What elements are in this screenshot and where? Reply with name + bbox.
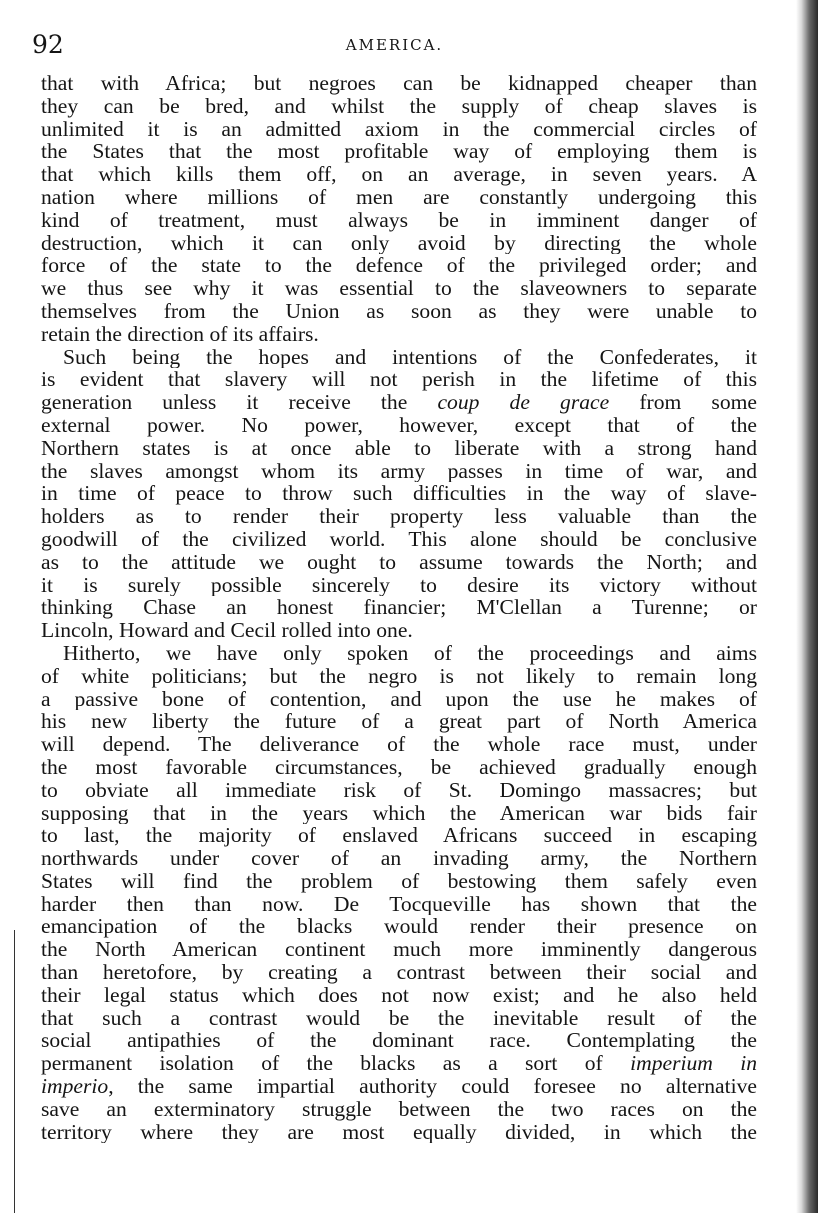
- text-line: permanent isolation of the blacks as a sort of imperium in: [41, 1052, 757, 1076]
- text-line: force of the state to the defence of the privileged order; and: [41, 254, 757, 278]
- text-line: destruction, which it can only avoid by directing the whole: [41, 231, 757, 255]
- text-line: they can be bred, and whilst the supply of cheap slaves is: [41, 94, 757, 118]
- text-line: save an exterminatory struggle between the two races on the: [41, 1097, 757, 1121]
- text-line: Northern states is at once able to liberate with a strong hand: [41, 436, 757, 460]
- text-line: unlimited it is an admitted axiom in the commercial circles of: [41, 117, 757, 141]
- page-number: 92: [32, 30, 64, 59]
- text-line: social antipathies of the dominant race. Contemplating the: [41, 1029, 757, 1053]
- running-head: [32, 30, 757, 58]
- text-line: emancipation of the blacks would render their presence on: [41, 915, 757, 939]
- text-line: that with Africa; but negroes can be kidnapped cheaper than: [41, 72, 757, 95]
- body-text: [41, 72, 757, 1143]
- text-line: thinking Chase an honest financier; M'Clellan a Turenne; or: [41, 596, 757, 620]
- text-line: imperio, the same impartial authority could foresee no alternative: [41, 1075, 757, 1098]
- text-line: Lincoln, Howard and Cecil rolled into one.: [41, 619, 413, 642]
- text-line: their legal status which does not now exist; and he also held: [41, 983, 757, 1007]
- page-edge-shadow: [796, 0, 818, 1213]
- text-line: is evident that slavery will not perish in the lifetime of this: [41, 368, 757, 392]
- text-line: retain the direction of its affairs.: [41, 322, 319, 346]
- text-line: will depend. The deliverance of the whole race must, under: [41, 733, 757, 756]
- text-line: of white politicians; but the negro is not likely to remain long: [41, 664, 757, 688]
- text-line: the slaves amongst whom its army passes in time of war, and: [41, 459, 757, 483]
- text-line: in time of peace to throw such difficulties in the way of slave-: [41, 482, 757, 506]
- text-line: the States that the most profitable way of employing them is: [41, 140, 757, 164]
- text-line: Such being the hopes and intentions of the Confederates, it: [63, 345, 757, 369]
- text-line: than heretofore, by creating a contrast between their social and: [41, 961, 757, 984]
- text-line: external power. No power, however, except that of the: [41, 413, 757, 437]
- text-line: as to the attitude we ought to assume towards the North; and: [41, 550, 757, 574]
- page-margin-line: [14, 930, 15, 1213]
- text-line: goodwill of the civilized world. This alone should be conclusive: [41, 527, 757, 551]
- text-line: generation unless it receive the coup de grace from some: [41, 391, 757, 414]
- text-line: the North American continent much more imminently dangerous: [41, 938, 757, 962]
- text-line: harder then than now. De Tocqueville has shown that the: [41, 892, 757, 916]
- running-title: AMERICA.: [345, 36, 444, 54]
- text-line: territory where they are most equally divided, in which the: [41, 1120, 757, 1144]
- text-line: northwards under cover of an invading army, the Northern: [41, 847, 757, 870]
- text-line: holders as to render their property less valuable than the: [41, 505, 757, 528]
- text-line: we thus see why it was essential to the slaveowners to separate: [41, 277, 757, 300]
- text-line: nation where millions of men are constantly undergoing this: [41, 185, 757, 209]
- text-line: that such a contrast would be the inevitable result of the: [41, 1006, 757, 1030]
- text-line: Hitherto, we have only spoken of the proceedings and aims: [63, 641, 757, 665]
- text-line: supposing that in the years which the American war bids fair: [41, 801, 757, 825]
- text-line: States will find the problem of bestowing them safely even: [41, 869, 757, 893]
- text-line: themselves from the Union as soon as they were unable to: [41, 299, 757, 323]
- text-line: the most favorable circumstances, be achieved gradually enough: [41, 755, 757, 779]
- text-line: it is surely possible sincerely to desire its victory without: [41, 573, 757, 597]
- text-line: to last, the majority of enslaved Africans succeed in escaping: [41, 824, 757, 848]
- text-line: a passive bone of contention, and upon the use he makes of: [41, 687, 757, 711]
- text-line: that which kills them off, on an average, in seven years. A: [41, 163, 757, 186]
- text-line: his new liberty the future of a great part of North America: [41, 710, 757, 734]
- text-line: to obviate all immediate risk of St. Domingo massacres; but: [41, 778, 757, 802]
- text-line: kind of treatment, must always be in imminent danger of: [41, 208, 757, 232]
